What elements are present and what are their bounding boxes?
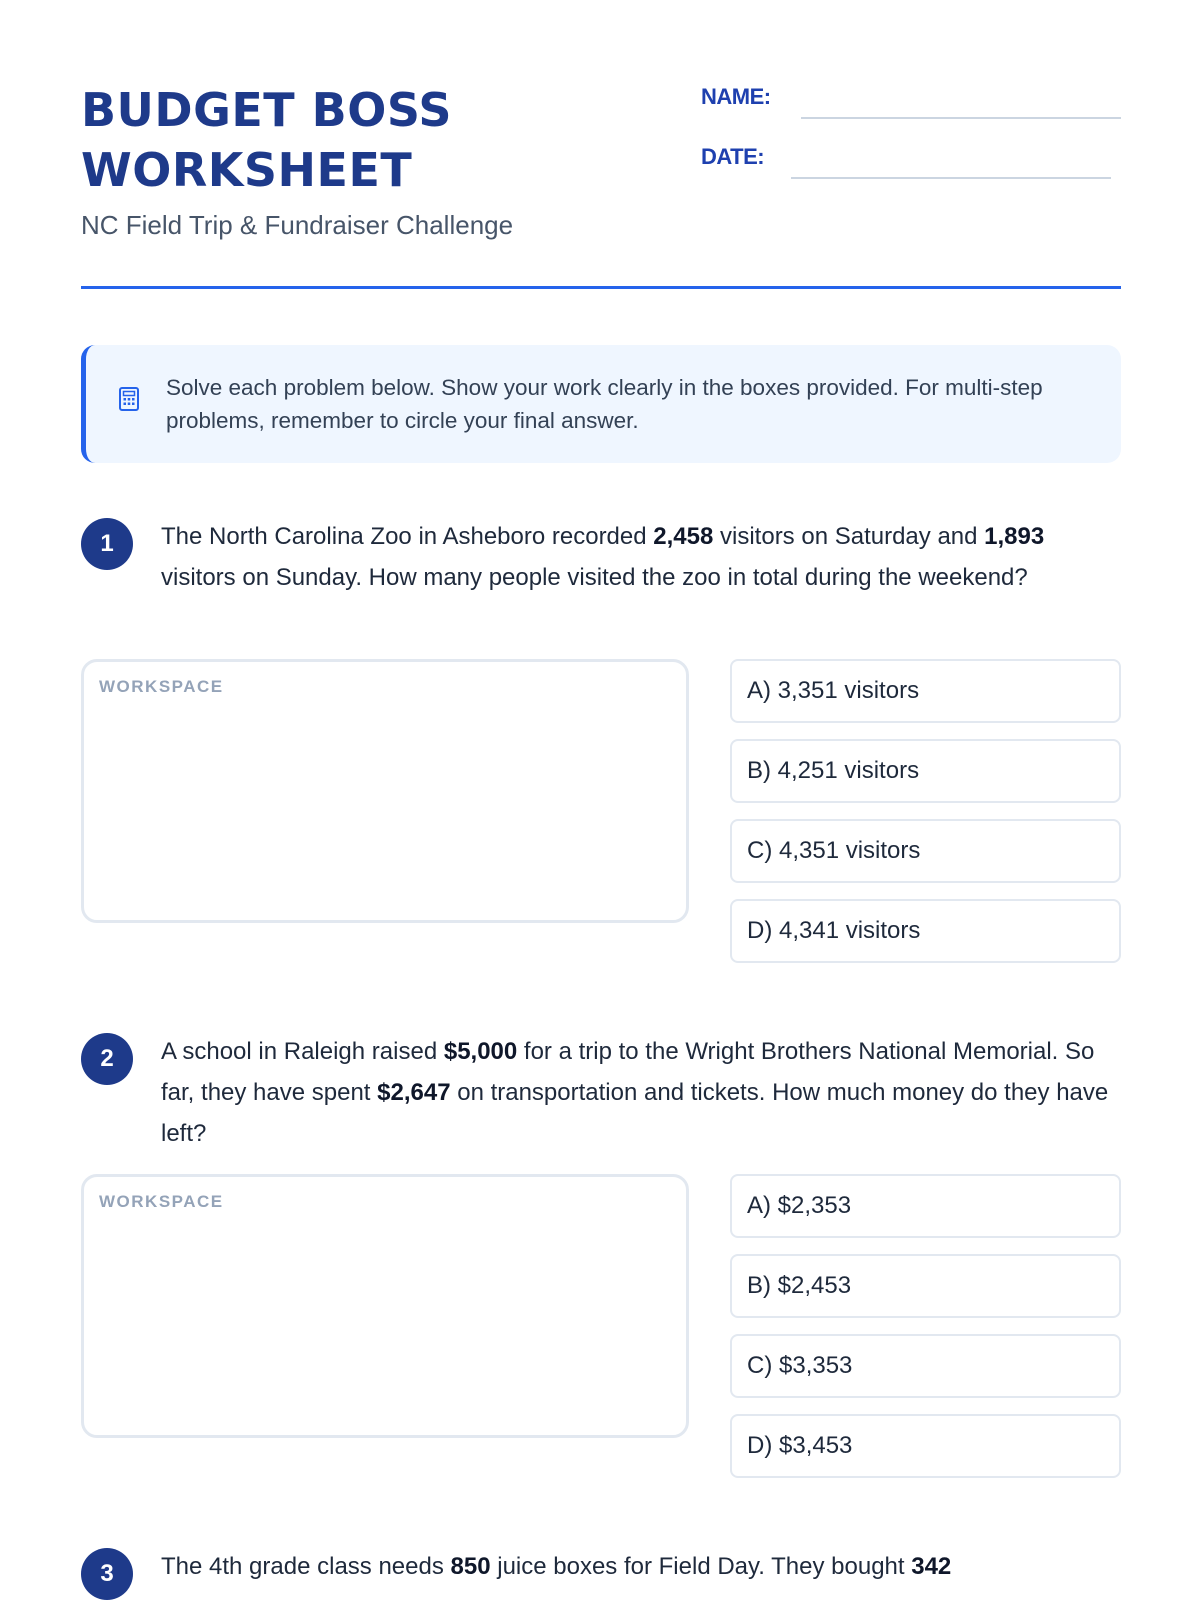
worksheet-title: [81, 80, 601, 200]
question-2-choice-a[interactable]: A) $2,353: [730, 1174, 1121, 1238]
question-key-number: $5,000: [443, 1038, 518, 1065]
header-divider: [81, 286, 1121, 289]
question-3-text: [161, 1546, 1121, 1587]
question-text-run: The North Carolina Zoo in Asheboro recorded: [161, 523, 654, 550]
title-line-2: WORKSHEET: [81, 143, 413, 197]
question-text-run: visitors on Sunday. How many people visited the zoo in total during the weekend?: [161, 564, 1028, 591]
workspace-label: WORKSPACE: [99, 1192, 224, 1211]
question-key-number: 1,893: [984, 523, 1045, 550]
question-text-run: visitors on Saturday and: [713, 523, 985, 550]
date-field[interactable]: [791, 177, 1111, 179]
question-text-run: juice boxes for Field Day. They bought: [490, 1553, 912, 1580]
name-field[interactable]: [801, 117, 1121, 119]
worksheet-subtitle: NC Field Trip & Fundraiser Challenge: [81, 210, 514, 240]
question-1-workspace[interactable]: [81, 659, 689, 923]
question-3-number: 3: [81, 1548, 133, 1600]
question-text-run: The 4th grade class needs: [161, 1553, 451, 1580]
question-1-choice-c[interactable]: C) 4,351 visitors: [730, 819, 1121, 883]
question-key-number: 850: [450, 1553, 491, 1580]
question-2-choice-b[interactable]: B) $2,453: [730, 1254, 1121, 1318]
question-1-choice-d[interactable]: D) 4,341 visitors: [730, 899, 1121, 963]
question-2-choice-d[interactable]: D) $3,453: [730, 1414, 1121, 1478]
question-2-number: 2: [81, 1033, 133, 1085]
workspace-label: WORKSPACE: [99, 677, 224, 696]
question-2-text: [161, 1031, 1121, 1154]
name-label: NAME:: [701, 84, 771, 109]
question-key-number: 342: [911, 1553, 952, 1580]
title-line-1: BUDGET BOSS: [81, 83, 453, 137]
instructions-text: Solve each problem below. Show your work clearly in the boxes provided. For multi-step problems, remember to circle your final answer.: [166, 375, 1043, 433]
question-1-number: 1: [81, 518, 133, 570]
question-1-choice-b[interactable]: B) 4,251 visitors: [730, 739, 1121, 803]
question-1-text: [161, 516, 1121, 598]
question-text-run: A school in Raleigh raised: [161, 1038, 444, 1065]
question-text-run: on transportation and tickets. How much money do they have left?: [161, 1079, 1109, 1147]
calculator-icon: [119, 387, 139, 411]
question-2-workspace[interactable]: [81, 1174, 689, 1438]
instructions-box: [81, 345, 1121, 463]
question-key-number: $2,647: [377, 1079, 451, 1106]
question-key-number: 2,458: [653, 523, 714, 550]
question-text-run: for a trip to the Wright Brothers National Memorial. So far, they have spent: [161, 1038, 1095, 1106]
date-label: DATE:: [701, 144, 765, 169]
question-1-choice-a[interactable]: A) 3,351 visitors: [730, 659, 1121, 723]
question-2-choice-c[interactable]: C) $3,353: [730, 1334, 1121, 1398]
